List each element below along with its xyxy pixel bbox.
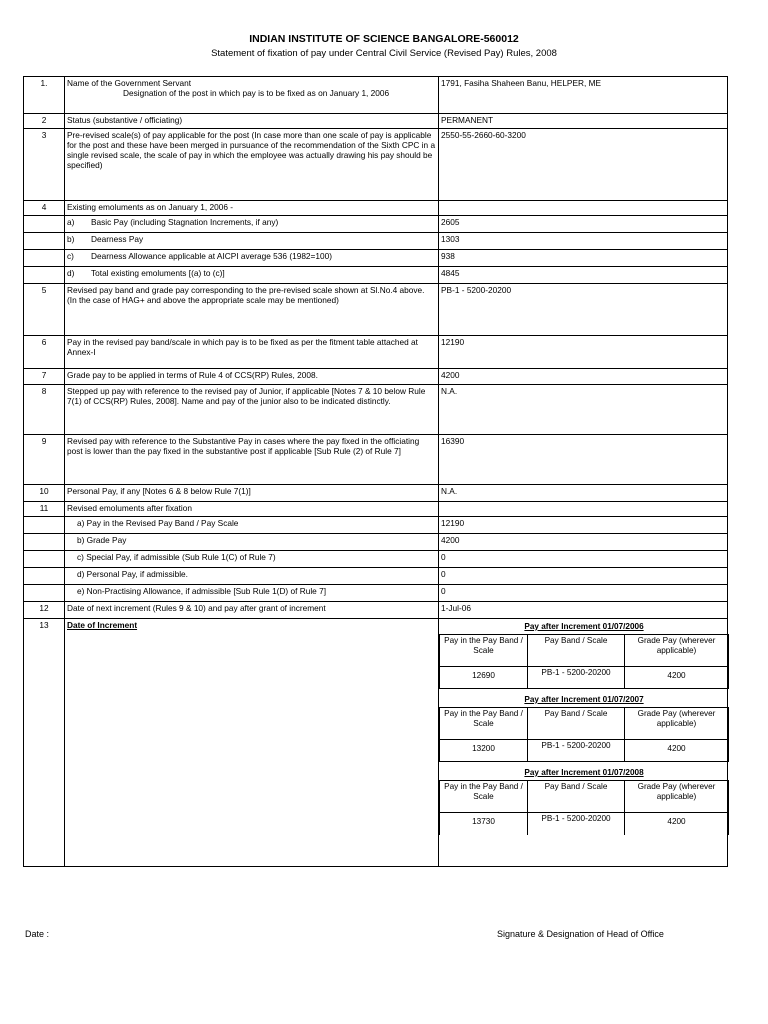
increment-header-band: Pay Band / Scale [528,635,625,667]
row-description: Date of next increment (Rules 9 & 10) and pay after grant of increment [65,602,439,619]
table-row [24,385,728,435]
sub-description: b) Grade Pay [77,535,127,545]
row-value: 12190 [439,336,728,369]
signature-designation-label: Signature & Designation of Head of Office [497,929,664,939]
row-value [439,201,728,216]
row-number: 7 [24,369,65,385]
row-number: 5 [24,284,65,336]
row-value: 938 [439,250,728,267]
row-description-line: Designation of the post in which pay is to be fixed as on January 1, 2006 [123,88,390,98]
row-value: 4845 [439,267,728,284]
row-value: 4200 [439,534,728,551]
increment-header-grade: Grade Pay (wherever applicable) [625,781,729,813]
sub-label: b) [67,234,75,244]
document-subtitle: Statement of fixation of pay under Central Civil Service (Revised Pay) Rules, 2008 [211,48,557,59]
table-row [24,129,728,201]
table-row [24,267,728,284]
table-row [24,216,728,233]
increment-grade: 4200 [625,667,729,689]
row-value: N.A. [439,385,728,435]
row-value: 16390 [439,435,728,485]
sub-description: Basic Pay (including Stagnation Increments, if any) [91,217,279,227]
table-row [24,502,728,517]
table-row [24,250,728,267]
date-label: Date : [25,929,50,939]
sub-description: Dearness Pay [91,234,144,244]
increment-header-row [440,708,729,740]
increment-header-grade: Grade Pay (wherever applicable) [625,635,729,667]
sub-label: a) [67,217,75,227]
increment-caption: Pay after Increment 01/07/2006 [440,619,729,635]
sub-description: e) Non-Practising Allowance, if admissible [Sub Rule 1(D) of Rule 7] [77,586,327,596]
row-description [65,233,439,250]
row-value: 4200 [439,369,728,385]
row-description [65,585,439,602]
increment-caption: Pay after Increment 01/07/2007 [440,689,729,708]
sub-description: Dearness Allowance applicable at AICPI average 536 (1982=100) [91,251,332,261]
row-description: Pay in the revised pay band/scale in which pay is to be fixed as per the fitment table attached at Annex-I [65,336,439,369]
row-value: 12190 [439,517,728,534]
row-value: PERMANENT [439,114,728,129]
row-description: Revised emoluments after fixation [65,502,439,517]
table-row [24,568,728,585]
increment-value-row [440,813,729,835]
row-number: 1. [24,77,65,114]
row-number: 11 [24,502,65,517]
row-value: 1791, Fasiha Shaheen Banu, HELPER, ME [439,77,728,114]
sub-label: c) [67,251,74,261]
table-row [24,435,728,485]
row-number: 3 [24,129,65,201]
row-description [65,568,439,585]
increment-value-row [440,740,729,762]
increment-caption-row [440,762,729,781]
sub-label: d) [67,268,75,278]
increment-caption-row [440,689,729,708]
increment-pay: 12690 [440,667,528,689]
row-description: Revised pay with reference to the Substantive Pay in cases where the pay fixed in the officiating post is lower than the pay fixed in the substantive post if applicable [Sub Rule (2) of Rule 7] [65,435,439,485]
table-row [24,551,728,568]
row-number: 9 [24,435,65,485]
row-number: 12 [24,602,65,619]
sub-description: Total existing emoluments [(a) to (c)] [91,268,225,278]
sub-description: c) Special Pay, if admissible (Sub Rule 1(C) of Rule 7) [77,552,276,562]
row-value: 0 [439,585,728,602]
increment-header-row [440,781,729,813]
table-row [24,233,728,250]
row-description [65,216,439,233]
increment-header-grade: Grade Pay (wherever applicable) [625,708,729,740]
row-description: Stepped up pay with reference to the revised pay of Junior, if applicable [Notes 7 & 10 below Rule 7(1) of CCS(RP) Rules, 2008]. Name and pay of the junior also to be indicated distinctly. [65,385,439,435]
table-row [24,534,728,551]
increment-band: PB-1 - 5200-20200 [528,667,625,689]
table-row [24,201,728,216]
row-description: Existing emoluments as on January 1, 2006 - [65,201,439,216]
table-row [24,619,728,867]
row-value: 0 [439,568,728,585]
table-row [24,585,728,602]
increment-table [439,619,729,835]
row-description-line: Name of the Government Servant [67,78,192,88]
document-title: INDIAN INSTITUTE OF SCIENCE BANGALORE-560012 [249,33,519,45]
row-description: Personal Pay, if any [Notes 6 & 8 below Rule 7(1)] [65,485,439,502]
table-row [24,517,728,534]
sub-description: a) Pay in the Revised Pay Band / Pay Scale [77,518,239,528]
increment-grade: 4200 [625,740,729,762]
row-description: Revised pay band and grade pay corresponding to the pre-revised scale shown at Sl.No.4 above. (In the case of HAG+ and above the appropriate scale may be mentioned) [65,284,439,336]
row-value: 0 [439,551,728,568]
table-row [24,284,728,336]
row-value: PB-1 - 5200-20200 [439,284,728,336]
increment-header-pay: Pay in the Pay Band / Scale [440,781,528,813]
row-description [65,517,439,534]
table-row [24,369,728,385]
increment-band: PB-1 - 5200-20200 [528,813,625,835]
row-value: 1-Jul-06 [439,602,728,619]
increment-header-band: Pay Band / Scale [528,781,625,813]
increment-band: PB-1 - 5200-20200 [528,740,625,762]
increment-pay: 13730 [440,813,528,835]
row-value: 2550-55-2660-60-3200 [439,129,728,201]
row-description [65,267,439,284]
table-row [24,114,728,129]
increment-caption-row [440,619,729,635]
date-of-increment-label: Date of Increment [67,620,138,630]
row-description [65,77,439,114]
increment-header-pay: Pay in the Pay Band / Scale [440,708,528,740]
row-description [65,534,439,551]
table-row [24,77,728,114]
row-number: 13 [24,619,65,867]
row-value: N.A. [439,485,728,502]
row-description: Pre-revised scale(s) of pay applicable for the post (In case more than one scale of pay is applicable for the post and these have been merged in pursuance of the recommendation of the Sixth CPC in a single revised scale, the scale of pay in which the employee was actually drawing his pay should be specified) [65,129,439,201]
increment-grade: 4200 [625,813,729,835]
row-value: 2605 [439,216,728,233]
increment-header-pay: Pay in the Pay Band / Scale [440,635,528,667]
row-value: 1303 [439,233,728,250]
row-number: 4 [24,201,65,216]
row-number: 6 [24,336,65,369]
increment-pay: 13200 [440,740,528,762]
pay-fixation-table [23,76,728,867]
increment-value-row [440,667,729,689]
increment-details [439,619,728,867]
row-number: 10 [24,485,65,502]
row-value [439,502,728,517]
row-description: Status (substantive / officiating) [65,114,439,129]
row-description [65,250,439,267]
row-description [65,619,439,867]
table-row [24,602,728,619]
increment-header-band: Pay Band / Scale [528,708,625,740]
table-row [24,336,728,369]
increment-caption: Pay after Increment 01/07/2008 [440,762,729,781]
row-number: 8 [24,385,65,435]
row-description: Grade pay to be applied in terms of Rule 4 of CCS(RP) Rules, 2008. [65,369,439,385]
row-description [65,551,439,568]
row-number: 2 [24,114,65,129]
increment-header-row [440,635,729,667]
table-row [24,485,728,502]
sub-description: d) Personal Pay, if admissible. [77,569,188,579]
